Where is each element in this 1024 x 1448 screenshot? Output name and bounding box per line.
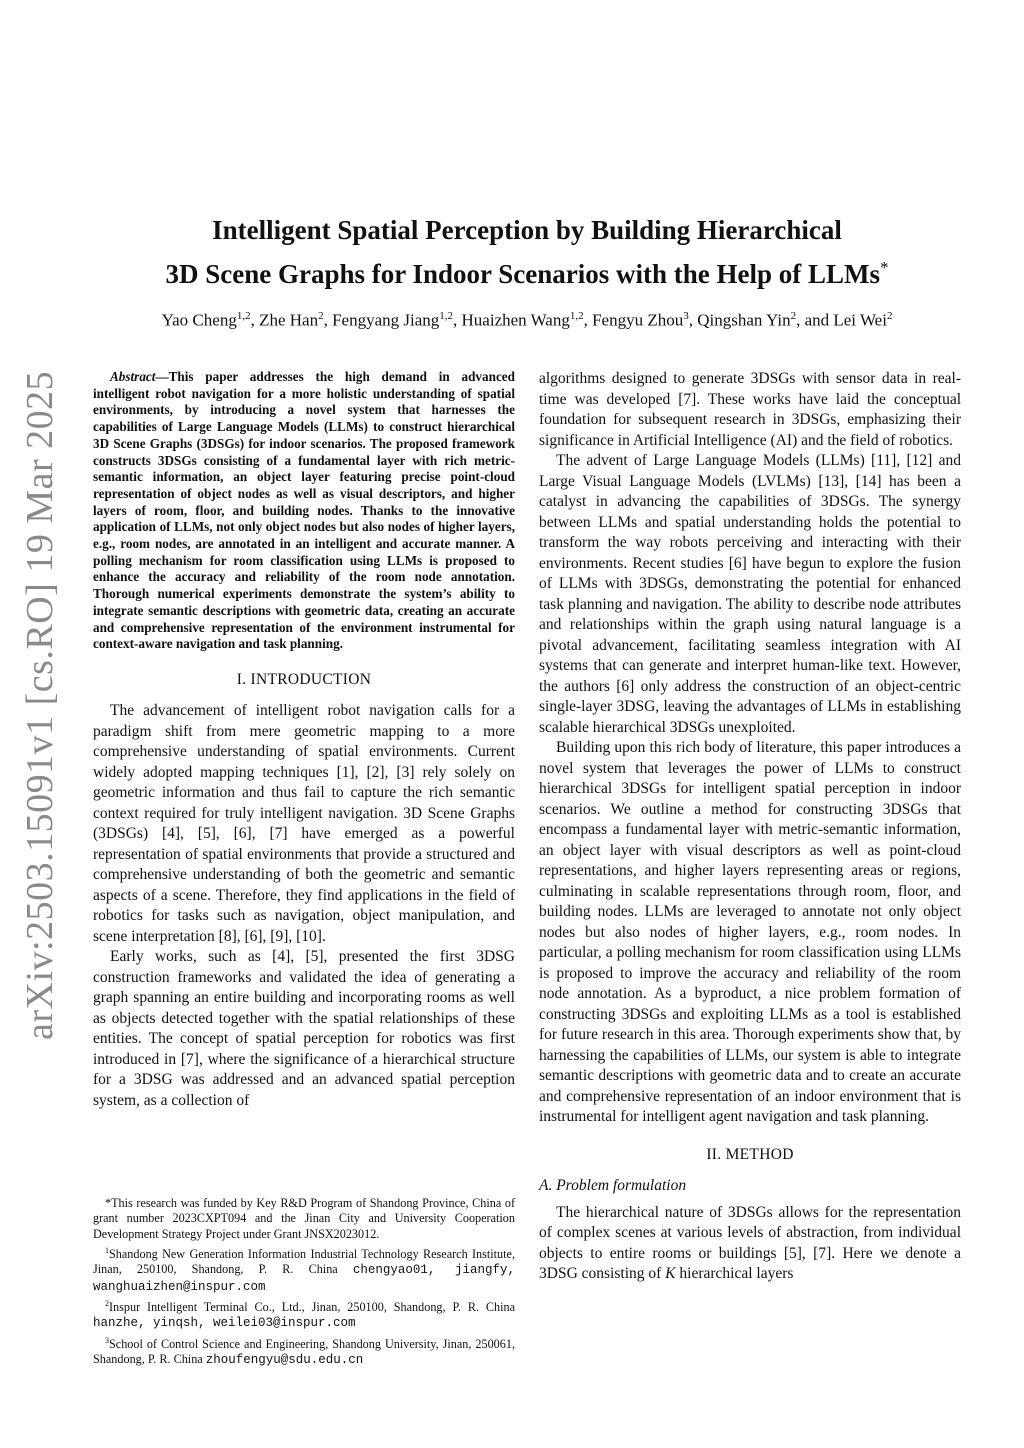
method-paragraph-1-text-b: hierarchical layers (675, 1265, 794, 1282)
author-affiliation: 2 (318, 310, 324, 322)
title-footnote-mark: * (880, 258, 889, 277)
left-column (93, 369, 515, 1111)
author-name: Huaizhen Wang (461, 310, 570, 330)
footnote-2-number: 2 (105, 1298, 109, 1308)
arxiv-side-label: arXiv:2503.15091v1 [cs.RO] 19 Mar 2025 (19, 370, 61, 1040)
author-separator: , (250, 310, 260, 330)
author-affiliation: 2 (790, 310, 797, 322)
author-affiliation: 3 (683, 310, 689, 322)
title-line-2-text: 3D Scene Graphs for Indoor Scenarios with the Help of LLMs (165, 259, 881, 289)
footnote-2-text: Inspur Intelligent Terminal Co., Ltd., Jinan, 250100, Shandong, P. R. China (109, 1299, 515, 1314)
author-separator: , and (796, 310, 834, 330)
footnotes (93, 1196, 515, 1369)
paper-title (60, 212, 994, 293)
footnote-affiliation-2 (93, 1296, 515, 1332)
footnote-funding: *This research was funded by Key R&D Program of Shandong Province, China of grant number 2023CXPT094 and the Jinan City and University Cooperation Development Strategy Project under Grant JNSX2023012. (93, 1196, 515, 1241)
author-name: Qingshan Yin (697, 310, 791, 330)
author-separator: , (688, 310, 698, 330)
footnote-1-number: 1 (105, 1245, 109, 1255)
footnote-affiliation-1 (93, 1243, 515, 1295)
intro-paragraph-2-continued: algorithms designed to generate 3DSGs with sensor data in real-time was developed [7]. These works have laid the conceptual foundation for subsequent research in 3DSGs, emphasizing their significance in Artificial Intelligence (AI) and the field of robotics. (539, 370, 961, 449)
abstract (93, 369, 515, 653)
intro-paragraph-4: Building upon this rich body of literature, this paper introduces a novel system that leverages the power of LLMs to construct hierarchical 3DSGs for intelligent spatial perception in indoor scenarios. We outline a method for constructing 3DSGs that encompass a fundamental layer with metric-semantic information, an object layer with visual descriptors as well as point-cloud representations, and higher layers representing areas or regions, culminating in scalable representations through room, floor, and building nodes. LLMs are leveraged to annotate not only object nodes but also nodes of higher layers, e.g., room nodes. In particular, a polling mechanism for room classification using LLMs is proposed to improve the accuracy and reliability of the room node annotation. As a byproduct, a nice problem formation of constructing 3DSGs and exploiting LLMs as a tool is established for future research in this area. Thorough experiments show that, by harnessing the capabilities of LLMs, our system is able to integrate semantic descriptions with geometric data and to create an accurate and comprehensive representation of an indoor environment that is instrumental for intelligent agent navigation and task planning. (539, 739, 961, 1125)
subsection-heading-problem-formulation: A. Problem formulation (539, 1177, 687, 1194)
right-column (539, 369, 961, 1285)
author-affiliation: 1,2 (439, 310, 454, 322)
author-name: Yao Cheng (161, 310, 237, 330)
author-name: Zhe Han (259, 310, 319, 330)
author-affiliation: 2 (886, 310, 893, 322)
author-separator: , (583, 310, 593, 330)
title-line-1: Intelligent Spatial Perception by Building Hierarchical (212, 215, 842, 245)
footnote-1-text: Shandong New Generation Information Industrial Technology Research Institute, Jinan, 250100, Shandong, P. R. China (93, 1246, 515, 1277)
author-affiliation: 1,2 (569, 310, 584, 322)
author-affiliation: 1,2 (236, 310, 251, 322)
footnote-2-email: hanzhe, yinqsh, weilei03@inspur.com (93, 1316, 356, 1331)
intro-paragraph-1: The advancement of intelligent robot navigation calls for a paradigm shift from mere geometric mapping to a more comprehensive understanding of spatial environments. Current widely adopted mapping techniques [1], [2], [3] rely solely on geometric information and thus fail to capture the rich semantic context required for truly intelligent navigation. 3D Scene Graphs (3DSGs) [4], [5], [6], [7] have emerged as a powerful representation of spatial environments that provide a structured and comprehensive understanding of both the geometric and semantic aspects of a scene. Therefore, they find applications in the field of robotics for tasks such as navigation, object manipulation, and scene interpretation [8], [6], [9], [10]. (93, 702, 515, 945)
footnote-1-email: chengyao01, jiangfy, wanghuaizhen@inspur.com (93, 1263, 515, 1294)
abstract-text: This paper addresses the high demand in advanced intelligent robot navigation for a more holistic understanding of spatial environments, by introducing a novel system that harnesses the capabilities of Large Language Models (LLMs) to construct hierarchical 3D Scene Graphs (3DSGs) for indoor scenarios. The proposed framework constructs 3DSGs consisting of a fundamental layer with rich metric-semantic information, an object layer featuring precise point-cloud representation of object nodes as well as visual descriptors, and higher layers of room, floor, and building nodes. Thanks to the innovative application of LLMs, not only object nodes but also nodes of higher layers, e.g., room nodes, are annotated in an intelligent and accurate manner. A polling mechanism for room classification using LLMs is proposed to enhance the accuracy and reliability of the room node annotation. Thorough numerical experiments demonstrate the system’s ability to integrate semantic descriptions with geometric data, creating an accurate and comprehensive representation of the environment instrumental for context-aware navigation and task planning. (93, 369, 515, 652)
abstract-dash: — (155, 369, 169, 384)
section-heading-method: II. METHOD (706, 1145, 794, 1163)
title-line-2 (60, 249, 994, 293)
intro-paragraph-3: The advent of Large Language Models (LLMs) [11], [12] and Large Visual Language Models (LVLMs) [13], [14] has been a catalyst in advancing the capabilities of 3DSGs. The synergy between LLMs and spatial understanding holds the potential to transform the way robots perceiving and interacting with their environments. Recent studies [6] have begun to explore the fusion of LLMs with 3DSGs, demonstrating the potential for enhanced task planning and navigation. The ability to describe node attributes and relationships within the graph using natural language is a pivotal advancement, facilitating seamless integration with AI systems that can generate and interpret human-like text. However, the authors [6] only address the construction of an object-centric single-layer 3DSG, leaving the advantages of LLMs in establishing scalable hierarchical 3DSGs unexploited. (539, 452, 961, 736)
author-name: Fengyu Zhou (592, 310, 684, 330)
footnote-3-email: zhoufengyu@sdu.edu.cn (205, 1352, 364, 1367)
footnote-3-text: School of Control Science and Engineering, Shandong University, Jinan, 250061, Shandong, P. R. China (93, 1336, 515, 1366)
method-paragraph-1 (539, 1203, 961, 1285)
author-list (60, 310, 994, 331)
intro-paragraph-2: Early works, such as [4], [5], presented the first 3DSG construction frameworks and validated the idea of generating a graph spanning an entire building and incorporating rooms as well as objects detected together with the spatial relationships of these entities. The concept of spatial perception for robotics was first introduced in [7], where the significance of a hierarchical structure for a 3DSG was addressed and an advanced spatial perception system, as a collection of (93, 948, 515, 1109)
method-variable-k: K (665, 1265, 676, 1282)
abstract-label: Abstract (110, 369, 156, 384)
author-separator: , (453, 310, 462, 330)
author-name: Lei Wei (833, 310, 887, 330)
method-paragraph-1-text-a: The hierarchical nature of 3DSGs allows for the representation of complex scenes at various levels of abstraction, from individual objects to entire rooms or buildings [5], [7]. Here we denote a 3DSG consisting of (539, 1203, 961, 1282)
footnote-affiliation-3 (93, 1333, 515, 1369)
author-name: Fengyang Jiang (332, 310, 440, 330)
author-separator: , (323, 310, 333, 330)
section-heading-introduction: I. INTRODUCTION (236, 670, 372, 688)
footnote-3-number: 3 (105, 1335, 109, 1345)
